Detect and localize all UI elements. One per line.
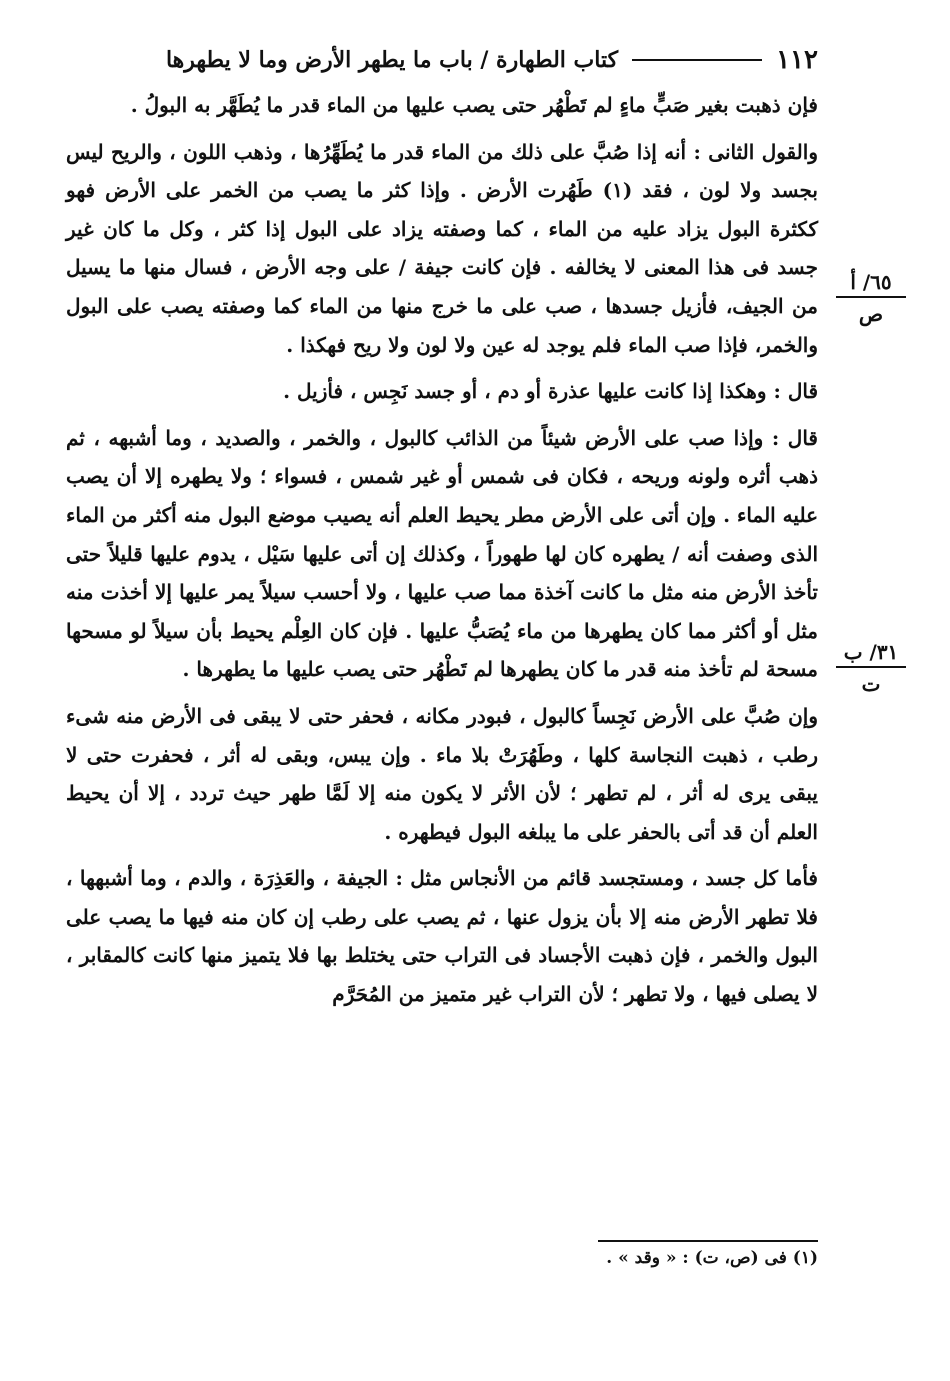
paragraph	[66, 419, 818, 689]
paragraph-text: وهكذا إذا كانت عليها عذرة أو دم ، أو جسد نَجِس ، فأزيل .	[283, 379, 774, 404]
paragraph-text: وإن صُبَّ على الأرض نَجِساً كالبول ، فبودر مكانه ، فحفر حتى لا يبقى فى الأرض منه شىء رطب ، ذهبت النجاسة كلها ، وطَهُرَتْ بلا ماء . وإن يبس، وبقى له أثر ، فحفرت حتى لا يبقى يرى له أثر ، لم تطهر ؛ لأن الأثر لا يكون منه إلا لَمَّا طهر حيث تردد ، إلا أن يحيط العلم أن قد أتى بالحفر على ما يبلغه البول فيطهره .	[66, 703, 818, 844]
paragraph-text: أنه إذا صُبَّ على ذلك من الماء قدر ما يُطَهِّرُها ، وذهب اللون ، والريح ليس بجسد ولا لون ، فقد (١) طَهُرت الأرض . وإذا كثر ما يصب من الخمر على الأرض فهو ككثرة البول يزاد عليه من الماء ، كما وصفته يزاد على البول إذا كثر ، وكل ما كان غير جسد فى هذا المعنى لا يخالفه . فإن كانت جيفة / على وجه الأرض ، فسال منها ما يسيل من الجيف، فأزيل جسدها ، صب على ما خرج منها من الماء كما وصفته يصب على البول والخمر، فإذا صب الماء فلم يوجد له عين ولا لون ولا ريح فهكذا .	[66, 139, 818, 357]
paragraph-text: فأما كل جسد ، ومستجسد قائم من الأنجاس مثل : الجيفة ، والعَذِرَة ، والدم ، وما أشبهها ، فلا تطهر الأرض منه إلا بأن يزول عنها ، ثم يصب على رطب إن كان منه فيها ما يصب على البول والخمر ، فإن ذهبت الأجساد فى التراب حتى يختلط بها فلا يتميز منها كانت كالمقابر ، لا يصلى فيها ، ولا تطهر ؛ لأن التراب غير متميز من المُحَرَّم	[66, 866, 818, 1007]
margin-note-folio	[836, 640, 906, 696]
paragraph-lead: والقول الثانى :	[693, 139, 818, 164]
page-number: ١١٢	[776, 45, 818, 75]
main-text	[66, 86, 818, 1014]
paragraph-text: فإن ذهبت بغير صَبٍّ ماءٍ لم تَطْهُر حتى يصب عليها من الماء قدر ما يُطَهَّر به البولُ .	[130, 93, 818, 117]
margin-note-folio-ref: ٦٥/ أ	[836, 270, 906, 298]
paragraph	[66, 133, 818, 365]
margin-note-manuscript: ت	[861, 672, 881, 696]
paragraph	[66, 859, 818, 1013]
paragraph-lead: قال :	[773, 379, 818, 404]
footnote-rule	[598, 1240, 818, 1242]
paragraph-lead: قال :	[771, 425, 818, 450]
running-title: كتاب الطهارة / باب ما يطهر الأرض وما لا يطهرها	[165, 47, 619, 73]
paragraph	[66, 86, 818, 125]
paragraph	[66, 372, 818, 411]
running-header	[66, 40, 818, 80]
margin-note-folio-ref: ٣١/ ب	[836, 640, 906, 668]
margin-note-folio	[836, 270, 906, 326]
paragraph	[66, 697, 818, 851]
margin-note-manuscript: ص	[858, 302, 884, 326]
footnote: (١) فى (ص، ت) : « وقد » .	[606, 1248, 818, 1268]
header-rule	[632, 59, 762, 61]
paragraph-text: وإذا صب على الأرض شيئاً من الذائب كالبول ، والخمر ، والصديد ، وما أشبهه ، ثم ذهب أثره ولونه وريحه ، فكان فى شمس أو غير شمس ، فسواء ؛ ولا يطهره إلا أن يصب عليه الماء . وإن أتى على الأرض مطر يحيط العلم أنه يصيب موضع البول منه أكثر من الماء الذى وصفت أنه / يطهره كان لها طهوراً ، وكذلك إن أتى عليها سَيْل ، يدوم عليها قليلاً حتى تأخذ الأرض منه مثل ما كانت آخذة مما صب عليها ، ولا أحسب سيلاً يمر عليها إلا أخذت منه مثل أو أكثر مما كان يطهرها من ماء يُصَبُّ عليها . فإن كان العِلْم يحيط بأن سيلاً لو مسحها مسحة لم تأخذ منه قدر ما كان يطهرها لم تَطْهُر حتى يصب عليها ما يطهرها .	[66, 425, 818, 682]
